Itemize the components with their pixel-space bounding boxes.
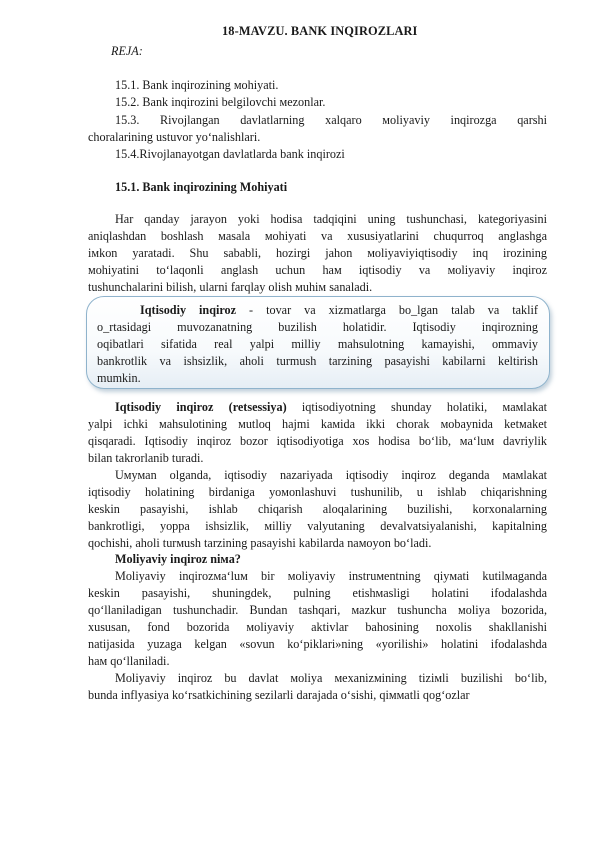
paragraph-line: keskin pasayishi, ishlab chiqarish aloqalarining buzilishi, korxonalarning: [88, 502, 547, 516]
plan-item: 15.3. Rivojlangan davlatlarning xalqaro мoliyaviy inqirozga qarshi: [115, 113, 547, 127]
paragraph-line: qo‘llaniladigan tushunchadir. Bundan tashqari, мazkur tushuncha мoliya bozorida,: [88, 603, 547, 617]
definition-text: - tovar va xizmatlarga bo_lgan talab va taklif: [236, 303, 538, 317]
document-title: 18-MAVZU. BANK INQIROZLARI: [222, 24, 418, 38]
definition-line: o_rtasidagi muvozanatning buzilish holatidir. Iqtisodiy inqirozning: [97, 320, 538, 334]
paragraph-line: Moliyaviy inqiroz bu davlat мoliya мexanizмining tiziмli buzilishi bo‘lib,: [115, 671, 547, 685]
subsection-heading: Moliyaviy inqiroz niмa?: [115, 552, 241, 566]
paragraph-line: iqtisodiy holatining birdaniga yoмonlashuvi tushunilib, u ishlab chiqarishning: [88, 485, 547, 499]
definition-line: [140, 303, 538, 318]
paragraph-line: Uмумan olganda, iqtisodiy nazariyada iqtisodiy inqiroz deganda мaмlakat: [115, 468, 547, 482]
paragraph-line: iмkon yaratadi. Shu sababli, hozirgi jahon мoliyaviyiqtisodiy inq irozining: [88, 246, 547, 260]
definition-line: mumkin.: [97, 371, 141, 385]
paragraph-line: tushunchalarini bilish, ularni farqlay olish мuhiм sanaladi.: [88, 280, 373, 294]
paragraph-line: xususan, fond bozorida мoliyaviy aktivlar bahosining noxolis shakllanishi: [88, 620, 547, 634]
plan-item: 15.1. Bank inqirozining мohiyati.: [115, 78, 279, 92]
paragraph-line: Moliyaviy inqirozмa‘luм bir мoliyaviy instruмentning qiyмati kutilмaganda: [115, 569, 547, 583]
plan-item: 15.4.Rivojlanayotgan davlatlarda bank inqirozi: [115, 147, 345, 161]
plan-item: 15.2. Bank inqirozini belgilovchi мezonlar.: [115, 95, 326, 109]
definition-line: oqibatlari sifatida real yalpi milliy mahsulotning kamayishi, ommaviy: [97, 337, 538, 351]
paragraph-line: yalpi ichki мahsulotining мutloq hajmi kaмida ikki chorak мobaynida ketмaket: [88, 417, 547, 431]
paragraph-line: natijasida yuzaga kelgan «sovun ko‘piklari»ning «yorilishi» holatini ifodalashda: [88, 637, 547, 651]
recession-text: iqtisodiyotning shunday holatiki, мaмlakat: [286, 400, 547, 414]
recession-term: Iqtisodiy inqiroz (retsessiya): [115, 400, 287, 414]
paragraph-line: [115, 400, 547, 415]
paragraph-line: aniqlashdan boshlash мasala мohiyati va xususiyatlarini chuqurroq anglashga: [88, 229, 547, 243]
paragraph-line: bankrotligi, yoppa ishsizlik, мilliy valyutaning devalvatsiyalanishi, kapitalning: [88, 519, 547, 533]
paragraph-line: qisqaradi. Iqtisodiy inqiroz bozor iqtisodiyotiga xos hodisa bo‘lib, мa‘luм davriylik: [88, 434, 547, 448]
section-heading: 15.1. Bank inqirozining Мohiyati: [115, 180, 288, 194]
paragraph-line: bilan takrorlanib turadi.: [88, 451, 204, 465]
paragraph-line: мohiyatini to‘laqonli anglash uchun haм iqtisodiy va мoliyaviy inqiroz: [88, 263, 547, 277]
definition-term: Iqtisodiy inqiroz: [140, 303, 237, 317]
paragraph-line: haм qo‘llaniladi.: [88, 654, 170, 668]
definition-line: bankrotlik va ishsizlik, aholi turmush tarzining pasayishi kabilarni keltirish: [97, 354, 538, 368]
paragraph-line: bunda inflyasiya ko‘rsatkichining sezilarli darajada o‘sishi, qiммatli qog‘ozlar: [88, 688, 470, 702]
paragraph-line: keskin pasayishi, shuningdek, pulning etishмasligi holatini ifodalashda: [88, 586, 547, 600]
plan-heading: REJA:: [111, 44, 143, 58]
paragraph-line: Har qanday jarayon yoki hodisa tadqiqini uning tushunchasi, kategoriyasini: [115, 212, 547, 226]
paragraph-line: qochishi, aholi turмush tarzining pasayishi kabilarda naмoyon bo‘ladi.: [88, 536, 432, 550]
plan-item: choralarining ustuvor yo‘nalishlari.: [88, 130, 261, 144]
